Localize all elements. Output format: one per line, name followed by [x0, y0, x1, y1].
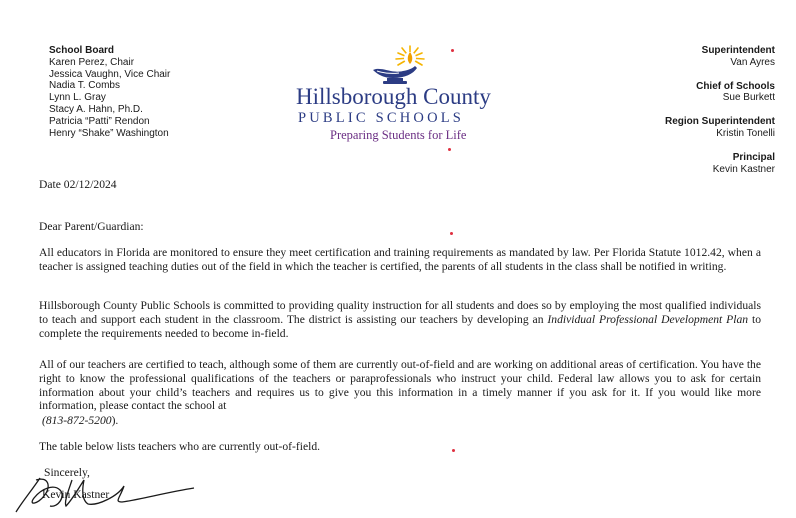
admin-name: Van Ayres [730, 56, 775, 68]
paragraph-commitment [39, 299, 761, 340]
paragraph-text: to complete the requirements needed to become in-field. [39, 312, 761, 340]
admin-title: Region Superintendent [665, 116, 775, 128]
salutation: Dear Parent/Guardian: [39, 220, 144, 233]
admin-entry [665, 81, 775, 105]
plan-name: Individual Professional Development Plan [547, 312, 749, 326]
phone-number: (813-872-5200 [42, 414, 112, 427]
paragraph-rights: All of our teachers are certified to teach, although some of them are currently out-of-field and are working on additional areas of certification. You have the right to know the professional qualifications of the teachers or paraprofessionals who instruct your child. Federal law allows you to ask for certain information about your child’s teachers and requires us to give you this information in a timely manner if you ask for it. If you would like more information, please contact the school at [39, 358, 761, 413]
board-member: Karen Perez, Chair [49, 56, 135, 68]
scan-speck [448, 148, 451, 151]
paragraph-certification: All educators in Florida are monitored to ensure they meet certification and training requirements as mandated by law. Per Florida Statute 1012.42, when a teacher is assigned teaching duties out of the field in which the teacher is certified, the parents of all students in the class shall be notified in writing. [39, 246, 761, 273]
admin-title: Principal [732, 151, 775, 163]
admin-title: Chief of Schools [696, 80, 775, 92]
logo-title: Hillsborough County [296, 84, 491, 109]
admin-name: Sue Burkett [722, 92, 775, 104]
logo-subtitle: PUBLIC SCHOOLS [298, 110, 465, 126]
closing: Sincerely, [44, 466, 90, 479]
administration [665, 45, 775, 187]
paragraph-text: Hillsborough County Public Schools is committed to providing quality instruction for all students and does so by employing the most qualified individuals to teach and support each student in the classroom. The district is assisting our teachers by developing an [39, 299, 761, 326]
board-member: Nadia T. Combs [49, 80, 120, 92]
admin-entry [665, 116, 775, 140]
board-member: Stacy A. Hahn, Ph.D. [49, 103, 143, 115]
school-phone [42, 414, 764, 428]
lamp-of-learning-icon [367, 44, 437, 86]
board-member: Henry “Shake” Washington [49, 127, 169, 139]
logo-tagline: Preparing Students for Life [330, 128, 467, 142]
admin-name: Kevin Kastner [712, 163, 775, 175]
scan-speck [452, 449, 455, 452]
admin-name: Kristin Tonelli [716, 127, 775, 139]
phone-suffix: ). [111, 414, 119, 427]
admin-entry [665, 152, 775, 176]
board-member: Jessica Vaughn, Vice Chair [49, 68, 171, 80]
admin-title: Superintendent [701, 45, 775, 56]
school-board-title: School Board [49, 45, 115, 56]
school-board [49, 45, 170, 139]
scan-speck [450, 232, 453, 235]
district-logo [290, 44, 520, 144]
letter-date: Date 02/12/2024 [39, 178, 117, 191]
scan-speck [451, 49, 454, 52]
board-member: Patricia “Patti” Rendon [49, 115, 150, 127]
board-member: Lynn L. Gray [49, 92, 106, 104]
paragraph-table-intro: The table below lists teachers who are currently out-of-field. [39, 440, 321, 453]
signer-name: Kevin Kastner [42, 488, 110, 501]
admin-entry [665, 45, 775, 69]
signature-icon [8, 456, 198, 518]
